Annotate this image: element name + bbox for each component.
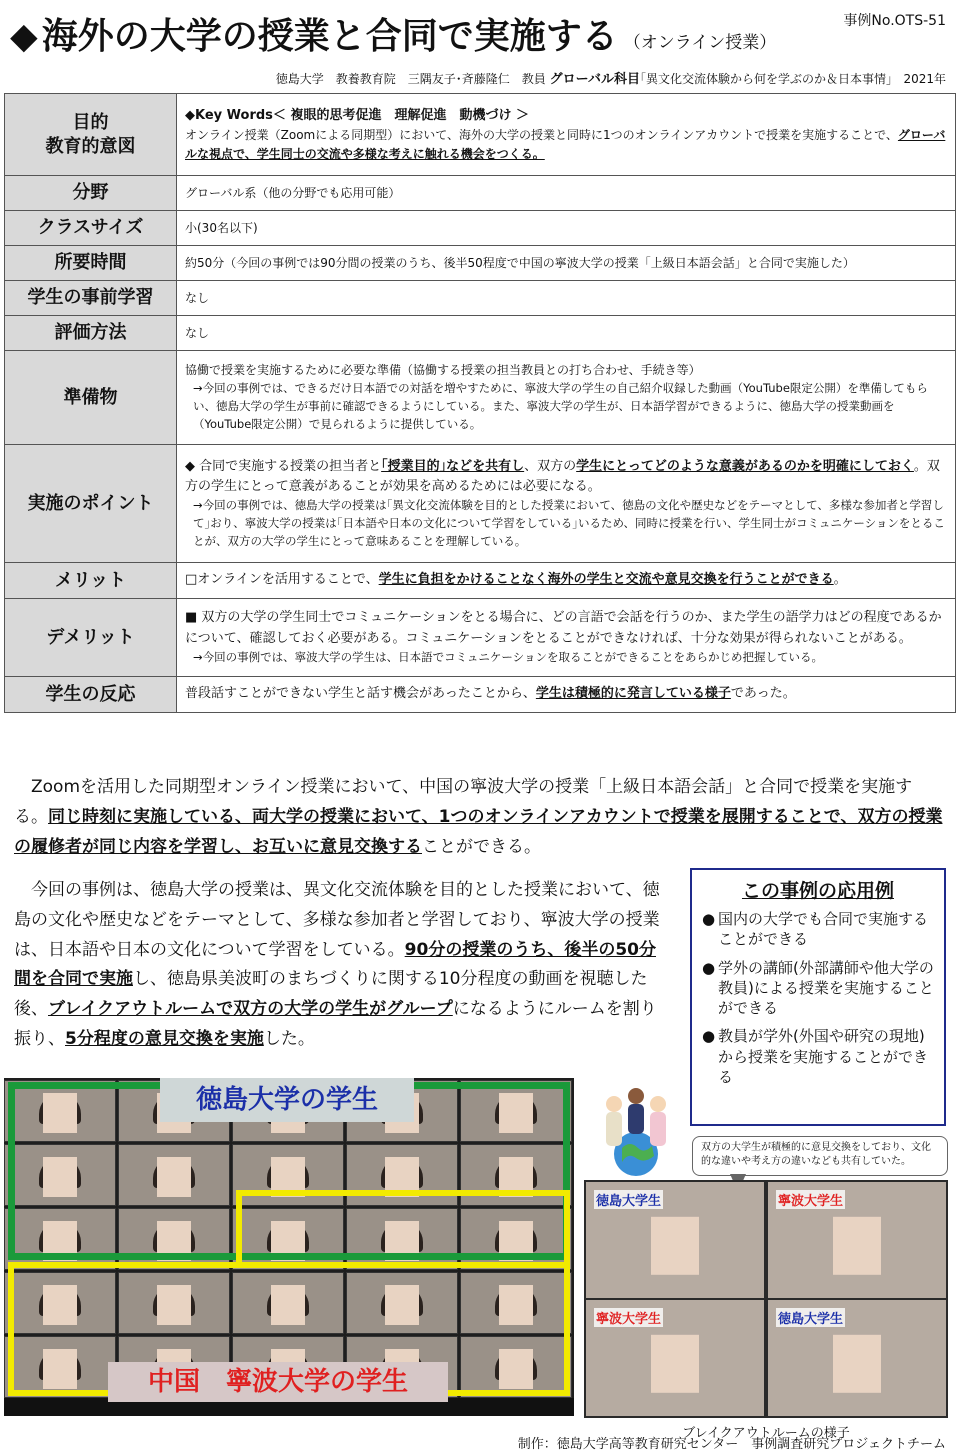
breakout-tile bbox=[586, 1182, 764, 1298]
breakout-tile-label: 寧波大学生 bbox=[594, 1308, 663, 1327]
ningbo-students-label: 中国 寧波大学の学生 bbox=[108, 1362, 448, 1402]
label-purpose-2: 教育的意図 bbox=[45, 135, 136, 157]
blurred-face bbox=[833, 1217, 881, 1275]
value-time: 約50分（今回の事例では90分間の授業のうち、後半50程度で中国の寧波大学の授業「上級日本語会話」と合同で実施した） bbox=[177, 246, 956, 281]
row-prep bbox=[5, 281, 956, 316]
label-materials: 準備物 bbox=[5, 351, 177, 445]
blurred-face bbox=[651, 1335, 699, 1393]
value-purpose bbox=[177, 94, 956, 176]
p2-d: ブレイクアウトルームで双方の大学の学生がグループ bbox=[48, 999, 453, 1019]
value-points bbox=[177, 445, 956, 563]
people-globe-illustration bbox=[586, 1082, 686, 1182]
points-c: 、双方の bbox=[524, 458, 577, 474]
reaction-c: であった。 bbox=[730, 686, 796, 702]
merit-b: 学生に負担をかけることなく海外の学生と交流や意見交換を行うことができる bbox=[378, 572, 834, 588]
subject-label: グローバル科目 bbox=[549, 72, 640, 87]
bullet-icon: ● bbox=[702, 958, 716, 977]
row-materials bbox=[5, 351, 956, 445]
application-item bbox=[702, 1026, 934, 1087]
row-eval bbox=[5, 316, 956, 351]
page-header bbox=[0, 0, 960, 90]
application-box bbox=[690, 868, 946, 1126]
ningbo-frame-upper bbox=[236, 1190, 570, 1268]
label-demerit: デメリット bbox=[5, 599, 177, 677]
label-eval: 評価方法 bbox=[5, 316, 177, 351]
merit-a: □オンラインを活用することで、 bbox=[185, 572, 379, 588]
reaction-b: 学生は積極的に発言している様子 bbox=[535, 686, 731, 702]
label-purpose-1: 目的 bbox=[72, 112, 109, 134]
points-e: 。双方の学生にとって意義があることが効果を高めるためには必要になる。 bbox=[185, 458, 940, 494]
case-number: 事例No.OTS-51 bbox=[843, 13, 946, 29]
reaction-a: 普段話すことができない学生と話す機会があったことから、 bbox=[185, 686, 536, 702]
points-b: ｢授業目的｣などを共有し bbox=[381, 458, 525, 474]
merit-c: 。 bbox=[833, 572, 847, 588]
breakout-tile-label: 徳島大学生 bbox=[594, 1190, 663, 1209]
row-time bbox=[5, 246, 956, 281]
points-text-2: →今回の事例では、徳島大学の授業は｢異文化交流体験を目的とした授業において、徳島の文化や歴史などをテーマとして、多様な参加者と学習して｣おり、寧波大学の授業は｢日本語や日本の文化について学習をしている｣いるため、同時に授業を行い、学生同士がコミュニケーションをとることが、双方の大学の学生にとって意味あることを理解している。 bbox=[193, 497, 945, 548]
application-item-text: 学外の講師(外部講師や他大学の教員)による授業を実施することができる bbox=[718, 958, 934, 1017]
p2-g: した。 bbox=[263, 1028, 315, 1049]
row-size bbox=[5, 211, 956, 246]
label-field: 分野 bbox=[5, 176, 177, 211]
application-item-text: 教員が学外(外国や研究の現地)から授業を実施することができる bbox=[718, 1027, 929, 1086]
materials-text-2: →今回の事例では、できるだけ日本語での対話を増やすために、寧波大学の学生の自己紹介収録した動画（YouTube限定公開）を準備してもらい、徳島大学の学生が事前に確認できるようにしている。また、寧波大学の学生が、日本語学習ができるように、徳島大学の授業動画を（YouTube限定公開）で見られるように提供している。 bbox=[193, 381, 928, 431]
p1-a: Zoomを活用した同期型オンライン授業において、中国の寧波大学の授業「上級日本語会話」と合同で授業を実施する。 bbox=[14, 777, 913, 827]
value-prep: なし bbox=[177, 281, 956, 316]
materials-text-1: 協働で授業を実施するために必要な準備（協働する授業の担当教員との打ち合わせ、手続き等） bbox=[185, 363, 701, 378]
application-item bbox=[702, 909, 934, 950]
label-time: 所要時間 bbox=[5, 246, 177, 281]
points-a: ◆ 合同で実施する授業の担当者と bbox=[185, 458, 382, 474]
title-subtitle: （オンライン授業） bbox=[623, 33, 777, 53]
subject-name: ｢異文化交流体験から何を学ぶのか＆日本事情｣ bbox=[639, 72, 892, 86]
bullet-icon: ● bbox=[702, 1027, 716, 1046]
value-field: グローバル系（他の分野でも応用可能） bbox=[177, 176, 956, 211]
value-demerit bbox=[177, 599, 956, 677]
tokushima-students-label: 徳島大学の学生 bbox=[160, 1078, 414, 1122]
purpose-text bbox=[185, 126, 947, 163]
blurred-face bbox=[651, 1217, 699, 1275]
demerit-text-1: ■ 双方の大学の学生同士でコミュニケーションをとる場合に、どの言語で会話を行うのか、また学生の語学力はどの程度であるかについて、確認しておく必要がある。コミュニケーションをとることができなければ、十分な効果が得られないことがある。 bbox=[185, 610, 942, 646]
breakout-tile-label: 寧波大学生 bbox=[776, 1190, 845, 1209]
row-demerit bbox=[5, 599, 956, 677]
application-item-text: 国内の大学でも合同で実施することができる bbox=[718, 910, 929, 949]
page-title bbox=[10, 8, 776, 59]
authors-line bbox=[276, 68, 946, 87]
demerit-text-2: →今回の事例では、寧波大学の学生は、日本語でコミュニケーションを取ることができることをあらかじめ把握している。 bbox=[193, 649, 823, 664]
breakout-tile-label: 徳島大学生 bbox=[776, 1308, 845, 1327]
value-reaction bbox=[177, 677, 956, 713]
p2-f: 5分程度の意見交換を実施 bbox=[65, 1028, 264, 1049]
label-merit: メリット bbox=[5, 563, 177, 599]
purpose-text-2: で、 bbox=[874, 127, 898, 142]
footer-credit: 制作：徳島大学高等教育研究センター 事例調査研究プロジェクトチーム bbox=[517, 1437, 946, 1452]
info-table bbox=[4, 93, 956, 713]
points-text-1 bbox=[185, 457, 947, 497]
p2-c: し、徳島県美波町のまちづくりに関する10分程度の動画を視聴した後、 bbox=[14, 969, 648, 1019]
value-size: 小(30名以下) bbox=[177, 211, 956, 246]
p1-b: 同じ時刻に実施している、両大学の授業において、1つのオンラインアカウントで授業を展開することで、双方の授業の履修者が同じ内容を学習し、お互いに意見交換する bbox=[14, 806, 943, 857]
breakout-tile bbox=[768, 1300, 946, 1416]
authors-prefix: 徳島大学 教養教育院 三隅友子･斉藤隆仁 教員 bbox=[275, 72, 546, 86]
p1-c: ことができる。 bbox=[422, 836, 541, 857]
row-points bbox=[5, 445, 956, 563]
label-reaction: 学生の反応 bbox=[5, 677, 177, 713]
body-paragraph-2 bbox=[14, 876, 664, 1055]
points-d: 学生にとってどのような意義があるのかを明確にしておく bbox=[576, 458, 914, 474]
year: 2021年 bbox=[903, 72, 946, 86]
row-reaction bbox=[5, 677, 956, 713]
p2-e: になるようにルームを割り振り、 bbox=[14, 999, 657, 1049]
label-prep: 学生の事前学習 bbox=[5, 281, 177, 316]
title-text: 海外の大学の授業と合同で実施する bbox=[41, 16, 618, 57]
label-purpose bbox=[5, 94, 177, 176]
row-field bbox=[5, 176, 956, 211]
application-title: この事例の応用例 bbox=[741, 880, 894, 902]
label-points: 実施のポイント bbox=[5, 445, 177, 563]
value-materials bbox=[177, 351, 956, 445]
application-item bbox=[702, 958, 934, 1019]
keywords: ◆Key Words＜ 複眼的思考促進 理解促進 動機づけ ＞ bbox=[185, 107, 529, 123]
breakout-tile bbox=[768, 1182, 946, 1298]
diamond-icon: ◆ bbox=[10, 16, 38, 57]
p2-b: 90分の授業のうち、後半の50分間を合同で実施 bbox=[14, 939, 656, 990]
breakout-caption: ブレイクアウトルームの様子 bbox=[682, 1426, 850, 1441]
purpose-text-1: オンライン授業（Zoomによる同期型）において、海外の大学の授業と同時に1つのオンラインアカウントで授業を実施すること bbox=[185, 127, 875, 142]
breakout-tile bbox=[586, 1300, 764, 1416]
p2-a: 今回の事例は、徳島大学の授業は、異文化交流体験を目的とした授業において、徳島の文化や歴史などをテーマとして、多様な参加者と学習しており、寧波大学の授業は、日本語や日本の文化について学習をしている。 bbox=[14, 880, 660, 960]
comment-bubble: 双方の大学生が積極的に意見交換をしており、文化的な違いや考え方の違いなども共有していた。 bbox=[692, 1136, 948, 1176]
row-purpose bbox=[5, 94, 956, 176]
value-merit bbox=[177, 563, 956, 599]
body-paragraph-1 bbox=[14, 773, 944, 862]
bullet-icon: ● bbox=[702, 910, 716, 928]
row-merit bbox=[5, 563, 956, 599]
purpose-text-bold: グローバルな視点で、学生同士の交流や多様な考えに触れる機会をつくる。 bbox=[185, 127, 946, 161]
label-size: クラスサイズ bbox=[5, 211, 177, 246]
blurred-face bbox=[833, 1335, 881, 1393]
value-eval: なし bbox=[177, 316, 956, 351]
breakout-room-photo bbox=[584, 1180, 948, 1418]
